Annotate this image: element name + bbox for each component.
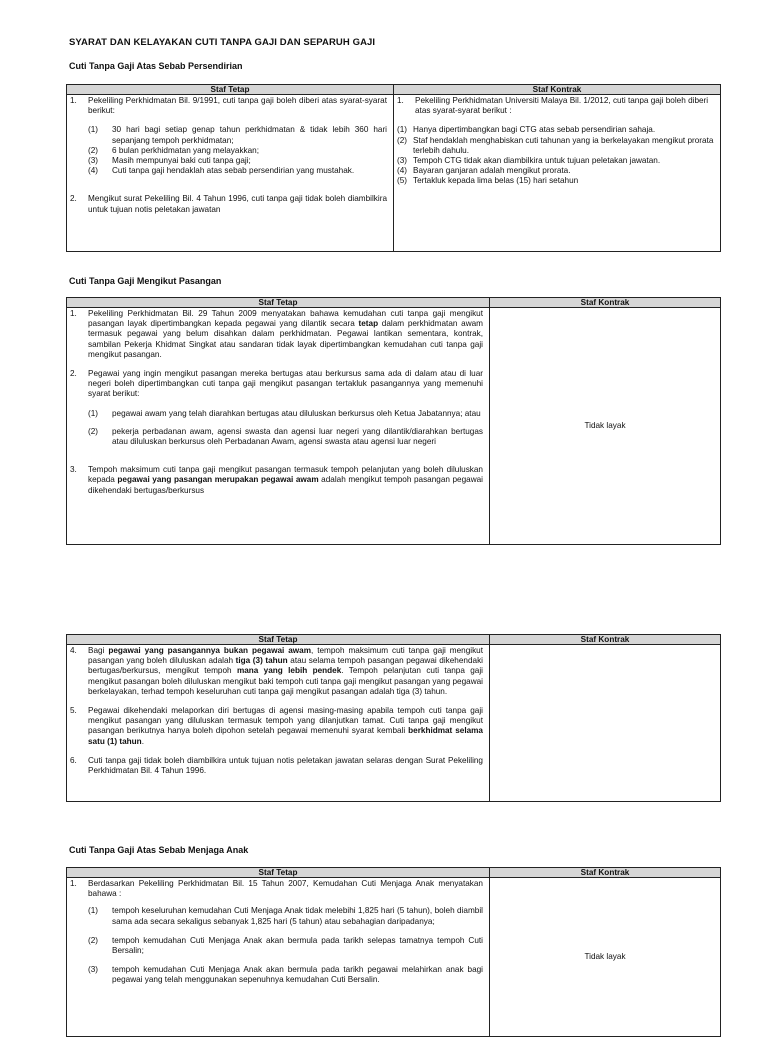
column-header-staf-tetap: Staf Tetap xyxy=(67,85,394,95)
list-item: 1. Pekeliling Perkhidmatan Bil. 29 Tahun 2009 menyatakan bahawa kemudahan cuti tanpa gaji mengikut pasangan layak dipertimbangkan kepada pegawai yang dilantik secara tetap dalam perkhidmatan awam termasuk pegawai yang belum disahkan dalam perkhidmatan. Pegawai lantikan sementara, kontrak, sambilan Pekerja Khidmat Singkat atau sandaran tidak layak dipertimbangkan kemudahan cuti tanpa gaji mengikut pasangan. xyxy=(70,309,483,359)
section2-kontrak-cell xyxy=(490,308,721,545)
section4-table xyxy=(66,867,721,1037)
list-item: 1. Pekeliling Perkhidmatan Universiti Malaya Bil. 1/2012, cuti tanpa gaji boleh diberi atas syarat-syarat berikut : (1) Hanya dipertimbangkan bagi CTG atas sebab persendirian sahaja. (2) Staf hendaklah menghabiskan cuti tahunan yang ia berkelayakan mengikut prorata terlebih dahulu. (3) Tempoh CTG tidak akan diambilkira untuk tujuan peletakan jawatan. (4) Bayaran ganjaran adalah mengikut prorata. (5) Tertakluk kepada lima belas (15) hari setahun xyxy=(397,96,714,186)
column-header-staf-kontrak: Staf Kontrak xyxy=(490,298,721,308)
list-item: 5. Pegawai dikehendaki melaporkan diri bertugas di agensi masing-masing apabila tempoh cuti tanpa gaji mengikut pasangan yang diluluskan termasuk tempoh yang dilanjutkan tamat. Cuti tanpa gaji mengikut pasangan berikutnya hanya boleh dipohon setelah pegawai memenuhi syarat kembali berkhidmat selama satu (1) tahun. xyxy=(70,706,483,746)
column-header-staf-kontrak: Staf Kontrak xyxy=(490,868,721,878)
list-item: 2. Mengikut surat Pekeliling Bil. 4 Tahun 1996, cuti tanpa gaji tidak boleh diambilkira untuk tujuan notis peletakan jawatan xyxy=(70,194,387,214)
document-title: SYARAT DAN KELAYAKAN CUTI TANPA GAJI DAN SEPARUH GAJI xyxy=(69,37,376,48)
sub-item: (5) Tertakluk kepada lima belas (15) hari setahun xyxy=(397,176,579,186)
section1-title: Cuti Tanpa Gaji Atas Sebab Persendirian xyxy=(69,61,243,71)
section2-table xyxy=(66,297,721,545)
sub-item: (3) Masih mempunyai baki cuti tanpa gaji; xyxy=(88,156,251,166)
section4-title: Cuti Tanpa Gaji Atas Sebab Menjaga Anak xyxy=(69,845,249,855)
sub-item: (3) Tempoh CTG tidak akan diambilkira untuk tujuan peletakan jawatan. xyxy=(397,156,661,166)
column-header-staf-tetap: Staf Tetap xyxy=(67,868,490,878)
section3-kontrak-cell xyxy=(490,645,721,802)
sub-item: (3) tempoh kemudahan Cuti Menjaga Anak akan bermula pada tarikh pegawai melahirkan anak bagi pegawai yang telah menggunakan sepenuhnya kemudahan Cuti Bersalin. xyxy=(88,965,483,985)
column-header-staf-kontrak: Staf Kontrak xyxy=(490,635,721,645)
list-item: 4. Bagi pegawai yang pasangannya bukan pegawai awam, tempoh maksimum cuti tanpa gaji mengikut pasangan yang boleh diluluskan adalah tiga (3) tahun atau selama tempoh pasangan pegawai dikehendaki bertugas/berkursus, mengikut tempoh mana yang lebih pendek. Tempoh pelanjutan cuti tanpa gaji mengikut pasangan boleh diluluskan mengikut baki tempoh cuti tanpa gaji mengikut pasangan yang pegawai berkelayakan, terhad tempoh keseluruhan cuti tanpa gaji mengikut pasangan adalah tiga (3) tahun. xyxy=(70,646,484,696)
sub-item: (1) Hanya dipertimbangkan bagi CTG atas sebab persendirian sahaja. xyxy=(397,125,656,135)
section4-tetap-cell xyxy=(67,878,490,1037)
section1-table xyxy=(66,84,721,252)
section1-tetap-cell xyxy=(67,95,394,252)
column-header-staf-kontrak: Staf Kontrak xyxy=(394,85,721,95)
list-item: 2. Pegawai yang ingin mengikut pasangan mereka bertugas atau berkursus sama ada di dalam atau di luar negeri boleh dipertimbangkan cuti tanpa gaji mengikut pasangan tertakluk pasangannya yang memenuhi syarat berikut: (1) pegawai awam yang telah diarahkan bertugas atau diluluskan berkursus oleh Ketua Jabatannya; atau (2) pekerja perbadanan awam, agensi swasta dan agensi luar negeri yang dilantik/diarahkan bertugas atau diluluskan berkursus oleh Perbadanan Awam, agensi swasta atau agensi luar negeri xyxy=(70,369,483,447)
section3-tetap-cell xyxy=(67,645,490,802)
sub-item: (1) tempoh keseluruhan kemudahan Cuti Menjaga Anak tidak melebihi 1,825 hari (5 tahun), boleh diambil sama ada secara sekaligus sebanyak 1,825 hari (5 tahun) atau sebahagian daripadanya; xyxy=(88,906,483,926)
section1-kontrak-cell xyxy=(394,95,721,252)
sub-item: (4) Cuti tanpa gaji hendaklah atas sebab persendirian yang mustahak. xyxy=(88,166,355,176)
list-item: 6. Cuti tanpa gaji tidak boleh diambilkira untuk tujuan notis peletakan jawatan selaras dengan Surat Pekeliling Perkhidmatan Bil. 4 Tahun 1996. xyxy=(70,755,483,776)
list-item: 3. Tempoh maksimum cuti tanpa gaji mengikut pasangan termasuk tempoh pelanjutan yang boleh diluluskan kepada pegawai yang pasangan merupakan pegawai awam adalah mengikut tempoh pasangan pegawai dikehendaki bertugas/berkursus xyxy=(70,465,483,495)
sub-item: (4) Bayaran ganjaran adalah mengikut prorata. xyxy=(397,166,571,176)
section2-tetap-cell xyxy=(67,308,490,545)
section2-title: Cuti Tanpa Gaji Mengikut Pasangan xyxy=(69,276,222,286)
section3-table xyxy=(66,634,721,802)
sub-item: (2) Staf hendaklah menghabiskan cuti tahunan yang ia berkelayakan mengikut prorata terlebih dahulu. xyxy=(397,135,714,155)
sub-item: (2) pekerja perbadanan awam, agensi swasta dan agensi luar negeri yang dilantik/diarahkan bertugas atau diluluskan berkursus oleh Perbadanan Awam, agensi swasta atau agensi luar negeri xyxy=(88,426,483,447)
sub-item: (1) pegawai awam yang telah diarahkan bertugas atau diluluskan berkursus oleh Ketua Jabatannya; atau xyxy=(88,408,481,418)
not-eligible-text: Tidak layak xyxy=(584,951,626,961)
list-item: 1. Berdasarkan Pekeliling Perkhidmatan Bil. 15 Tahun 2007, Kemudahan Cuti Menjaga Anak menyatakan bahawa : (1) tempoh keseluruhan kemudahan Cuti Menjaga Anak tidak melebihi 1,825 hari (5 tahun), boleh diambil sama ada secara sekaligus sebanyak 1,825 hari (5 tahun) atau sebahagian daripadanya; (2) tempoh kemudahan Cuti Menjaga Anak akan bermula pada tarikh selepas tamatnya tempoh Cuti Bersalin; (3) tempoh kemudahan Cuti Menjaga Anak akan bermula pada tarikh pegawai melahirkan anak bagi pegawai yang telah menggunakan sepenuhnya kemudahan Cuti Bersalin. xyxy=(70,879,483,985)
column-header-staf-tetap: Staf Tetap xyxy=(67,298,490,308)
section4-kontrak-cell xyxy=(490,878,721,1037)
sub-item: (2) tempoh kemudahan Cuti Menjaga Anak akan bermula pada tarikh selepas tamatnya tempoh Cuti Bersalin; xyxy=(88,935,483,956)
sub-item: (2) 6 bulan perkhidmatan yang melayakkan; xyxy=(88,145,260,155)
list-item: 1. Pekeliling Perkhidmatan Bil. 9/1991, cuti tanpa gaji boleh diberi atas syarat-syarat berikut: (1) 30 hari bagi setiap genap tahun perkhidmatan & tidak lebih 360 hari sepanjang tempoh perkhidmatan; (2) 6 bulan perkhidmatan yang melayakkan; (3) Masih mempunyai baki cuti tanpa gaji; (4) Cuti tanpa gaji hendaklah atas sebab persendirian yang mustahak. xyxy=(70,96,387,176)
not-eligible-text: Tidak layak xyxy=(584,420,626,430)
column-header-staf-tetap: Staf Tetap xyxy=(67,635,490,645)
sub-item: (1) 30 hari bagi setiap genap tahun perkhidmatan & tidak lebih 360 hari sepanjang tempoh perkhidmatan; xyxy=(88,125,387,145)
